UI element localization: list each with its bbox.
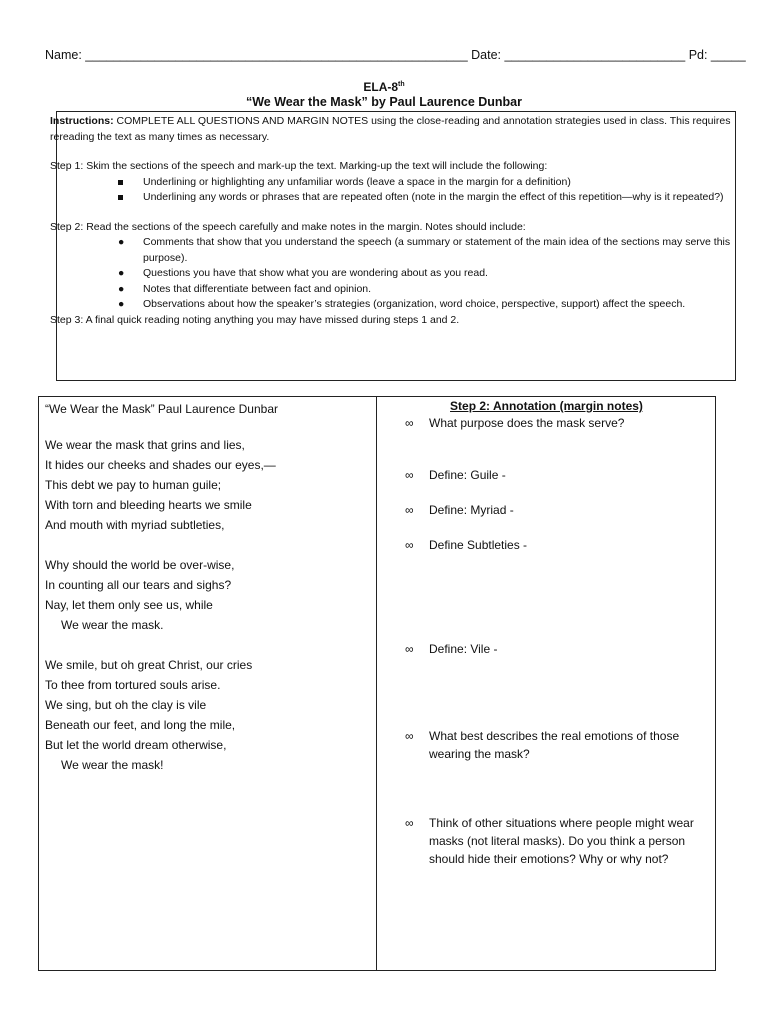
dot-bullet-icon: ● [118, 298, 125, 310]
step1-list [50, 175, 735, 206]
infinity-bullet-icon: ∞ [405, 729, 414, 743]
column-divider [376, 396, 377, 971]
step2-list [50, 235, 735, 313]
square-bullet-icon [118, 190, 123, 206]
list-item: Underlining any words or phrases that are repeated often (note in the margin the effect of this repetition—why is it repeated?) [50, 190, 735, 206]
notes-heading: Step 2: Annotation (margin notes) [450, 399, 643, 413]
poem-line: To thee from tortured souls arise. [45, 678, 221, 692]
course-superscript: th [398, 81, 405, 88]
poem-line: And mouth with myriad subtleties, [45, 518, 225, 532]
note-item: ∞ Define: Myriad - [405, 503, 514, 517]
step1-text: Step 1: Skim the sections of the speech and mark-up the text. Marking-up the text will include the following: [50, 160, 548, 172]
poem-line: We smile, but oh great Christ, our cries [45, 658, 253, 672]
poem-line: We wear the mask that grins and lies, [45, 438, 245, 452]
list-item: ● Questions you have that show what you are wondering about as you read. [50, 266, 735, 282]
square-bullet-icon [118, 175, 123, 191]
instructions-intro [50, 114, 735, 145]
poem-line: This debt we pay to human guile; [45, 478, 222, 492]
list-item: ● Notes that differentiate between fact and opinion. [50, 282, 735, 298]
poem-line: Why should the world be over-wise, [45, 558, 235, 572]
poem-stanza-3 [45, 655, 370, 775]
list-item: Underlining or highlighting any unfamiliar words (leave a space in the margin for a definition) [50, 175, 735, 191]
poem-line: Beneath our feet, and long the mile, [45, 718, 236, 732]
infinity-bullet-icon: ∞ [405, 538, 414, 552]
poem-line: But let the world dream otherwise, [45, 738, 227, 752]
note-item: ∞ Define: Vile - [405, 642, 498, 656]
poem-column [45, 399, 370, 795]
instructions-text: COMPLETE ALL QUESTIONS AND MARGIN NOTES using the close-reading and annotation strategies used in class. This requires rereading the text as many times as necessary. [50, 115, 731, 143]
step2-text: Step 2: Read the sections of the speech carefully and make notes in the margin. Notes should include: [50, 220, 526, 233]
dot-bullet-icon: ● [118, 236, 125, 248]
worksheet-title: “We Wear the Mask” by Paul Laurence Dunbar [245, 95, 522, 109]
infinity-bullet-icon: ∞ [405, 468, 414, 482]
list-item: ● Observations about how the speaker’s strategies (organization, word choice, perspective, support) affect the speech. [50, 297, 735, 313]
course-label [0, 80, 768, 94]
list-item: ● Comments that show that you understand the speech (a summary or statement of the main idea of the sections may serve this purpose). [118, 236, 731, 264]
dot-bullet-icon: ● [118, 282, 125, 295]
name-date-period-line: Name: _______________________________________________________ Date: __________________________ Pd: _____ [45, 48, 746, 62]
infinity-bullet-icon: ∞ [405, 503, 414, 517]
course-text: ELA-8 [363, 80, 399, 94]
dot-bullet-icon: ● [118, 267, 125, 279]
infinity-bullet-icon: ∞ [405, 642, 414, 656]
step3-text: Step 3: A final quick reading noting anything you may have missed during steps 1 and 2. [50, 313, 460, 326]
note-item: ∞ Define: Guile - [405, 468, 506, 482]
poem-line: We sing, but oh the clay is vile [45, 698, 207, 712]
poem-line: It hides our cheeks and shades our eyes,— [45, 458, 276, 472]
poem-title: “We Wear the Mask” Paul Laurence Dunbar [45, 402, 278, 416]
poem-line: In counting all our tears and sighs? [45, 578, 232, 592]
poem-stanza-1 [45, 435, 370, 535]
note-item: ∞ What purpose does the mask serve? [405, 416, 625, 430]
note-item: ∞ Define Subtleties - [405, 538, 528, 552]
poem-line: We wear the mask! [61, 758, 164, 772]
poem-line: We wear the mask. [61, 618, 164, 632]
poem-stanza-2 [45, 555, 370, 635]
infinity-bullet-icon: ∞ [405, 816, 414, 830]
poem-line: With torn and bleeding hearts we smile [45, 498, 252, 512]
poem-line: Nay, let them only see us, while [45, 598, 213, 612]
note-item: ∞ Think of other situations where people might wear masks (not literal masks). Do you think a person should hide their emotions? Why or why not? [405, 816, 694, 866]
note-item: ∞ What best describes the real emotions of those wearing the mask? [405, 729, 680, 761]
instructions [50, 114, 735, 328]
infinity-bullet-icon: ∞ [405, 416, 414, 430]
instructions-label: Instructions: [50, 115, 114, 127]
